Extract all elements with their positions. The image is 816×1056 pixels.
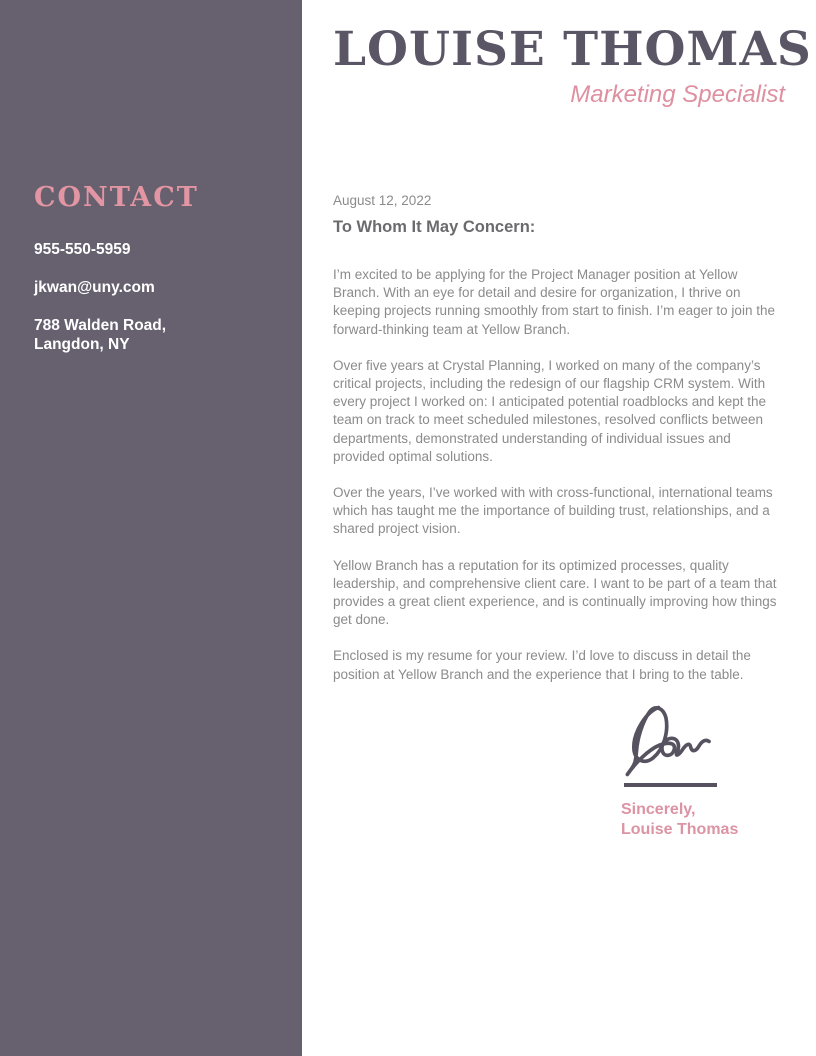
letter-paragraphs	[333, 266, 785, 684]
signature-icon	[622, 702, 719, 780]
letter-date: August 12, 2022	[333, 193, 432, 208]
signature-block	[621, 702, 785, 840]
closing-signed-name: Louise Thomas	[621, 820, 739, 838]
applicant-job-title: Marketing Specialist	[570, 81, 785, 108]
paragraph-5: Enclosed is my resume for your review. I’d love to discuss in detail the position at Yellow Branch and the experience that I bring to the table.	[333, 648, 751, 682]
closing-text	[621, 800, 785, 840]
address-line-1: 788 Walden Road,	[34, 317, 167, 334]
applicant-name: LOUISE THOMAS	[333, 22, 812, 77]
paragraph-2: Over five years at Crystal Planning, I worked on many of the company’s critical projects, including the redesign of our flagship CRM system. With every project I worked on: I anticipated potential roadblocks and kept the team on track to meet scheduled milestones, resolved conflicts between departments, demonstrated understanding of individual issues and provided optimal solutions.	[333, 357, 767, 464]
sidebar	[0, 0, 302, 1056]
contact-address	[34, 316, 272, 354]
closing-sincerely: Sincerely,	[621, 800, 696, 818]
contact-phone: 955-550-5959	[34, 241, 131, 258]
contact-email: jkwan@uny.com	[34, 279, 155, 296]
paragraph-3: Over the years, I’ve worked with with cross-functional, international teams which has taught me the importance of building trust, relationships, and a shared project vision.	[333, 485, 773, 537]
paragraph-4: Yellow Branch has a reputation for its optimized processes, quality leadership, and comprehensive client care. I want to be part of a team that provides a great client experience, and is continually improving how things get done.	[333, 557, 777, 628]
address-line-2: Langdon, NY	[34, 336, 130, 353]
contact-heading: CONTACT	[34, 182, 199, 213]
salutation: To Whom It May Concern:	[333, 218, 536, 236]
letter-body-column	[333, 0, 812, 840]
paragraph-1: I’m excited to be applying for the Project Manager position at Yellow Branch. With an eye for detail and desire for organization, I thrive on keeping projects running smoothly from start to finish. I’m eager to join the forward-thinking team at Yellow Branch.	[333, 267, 775, 337]
signature-underline	[624, 783, 717, 787]
